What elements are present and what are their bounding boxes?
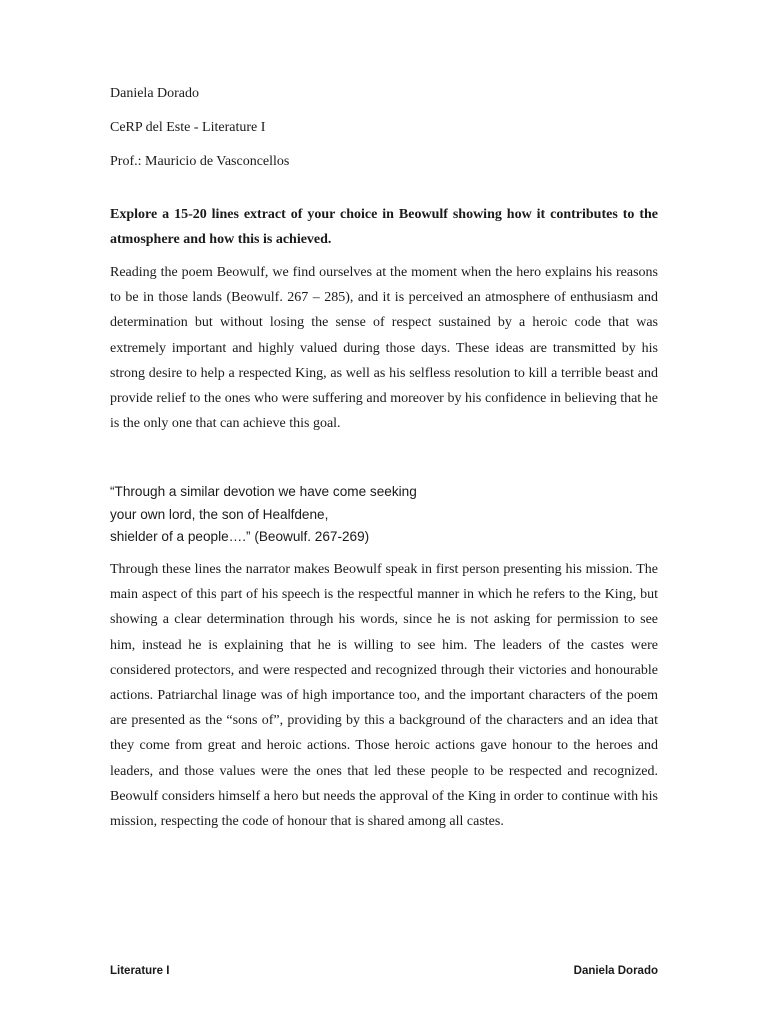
quote-line: shielder of a people….” (Beowulf. 267-269) [110,529,370,545]
footer-author: Daniela Dorado [573,965,658,977]
professor-name: Prof.: Mauricio de Vasconcellos [110,154,290,169]
paragraph-intro: Reading the poem Beowulf, we find ourselves at the moment when the hero explains his reasons to be in those lands (Beowulf. 267 – 285), and it is perceived an atmosphere of enthusiasm and determination but without losing the sense of respect sustained by a heroic code that was extremely important and highly valued during those days. These ideas are transmitted by his strong desire to help a respected King, as well as his selfless resolution to kill a terrible beast and provide relief to the ones who were suffering and moreover by his confidence in believing that he is the only one that can achieve this goal. [110,265,658,432]
document-page [110,84,658,834]
block-quote [110,481,658,549]
quote-line: “Through a similar devotion we have come seeking [110,484,417,500]
course-name: CeRP del Este - Literature I [110,120,266,135]
paragraph-analysis: Through these lines the narrator makes Beowulf speak in first person presenting his mission. The main aspect of this part of his speech is the respectful manner in which he refers to the King, but showing a clear determination through his words, since he is not asking for permission to see him, instead he is explaining that he is willing to see him. The leaders of the castes were considered protectors, and were respected and recognized through their victories and honourable actions. Patriarchal linage was of high importance too, and the important characters of the poem are presented as the “sons of”, providing by this a background of the characters and an idea that they come from great and heroic actions. Those heroic actions gave honour to the heroes and leaders, and those values were the ones that led these people to be respected and recognized. Beowulf considers himself a hero but needs the approval of the King in order to continue with his mission, respecting the code of honour that is shared among all castes. [110,561,658,829]
page-footer [110,965,658,977]
footer-course: Literature I [110,965,170,977]
essay-question: Explore a 15-20 lines extract of your choice in Beowulf showing how it contributes to the atmosphere and how this is achieved. [110,207,658,247]
quote-line: your own lord, the son of Healfdene, [110,506,329,522]
author-name: Daniela Dorado [110,86,200,101]
